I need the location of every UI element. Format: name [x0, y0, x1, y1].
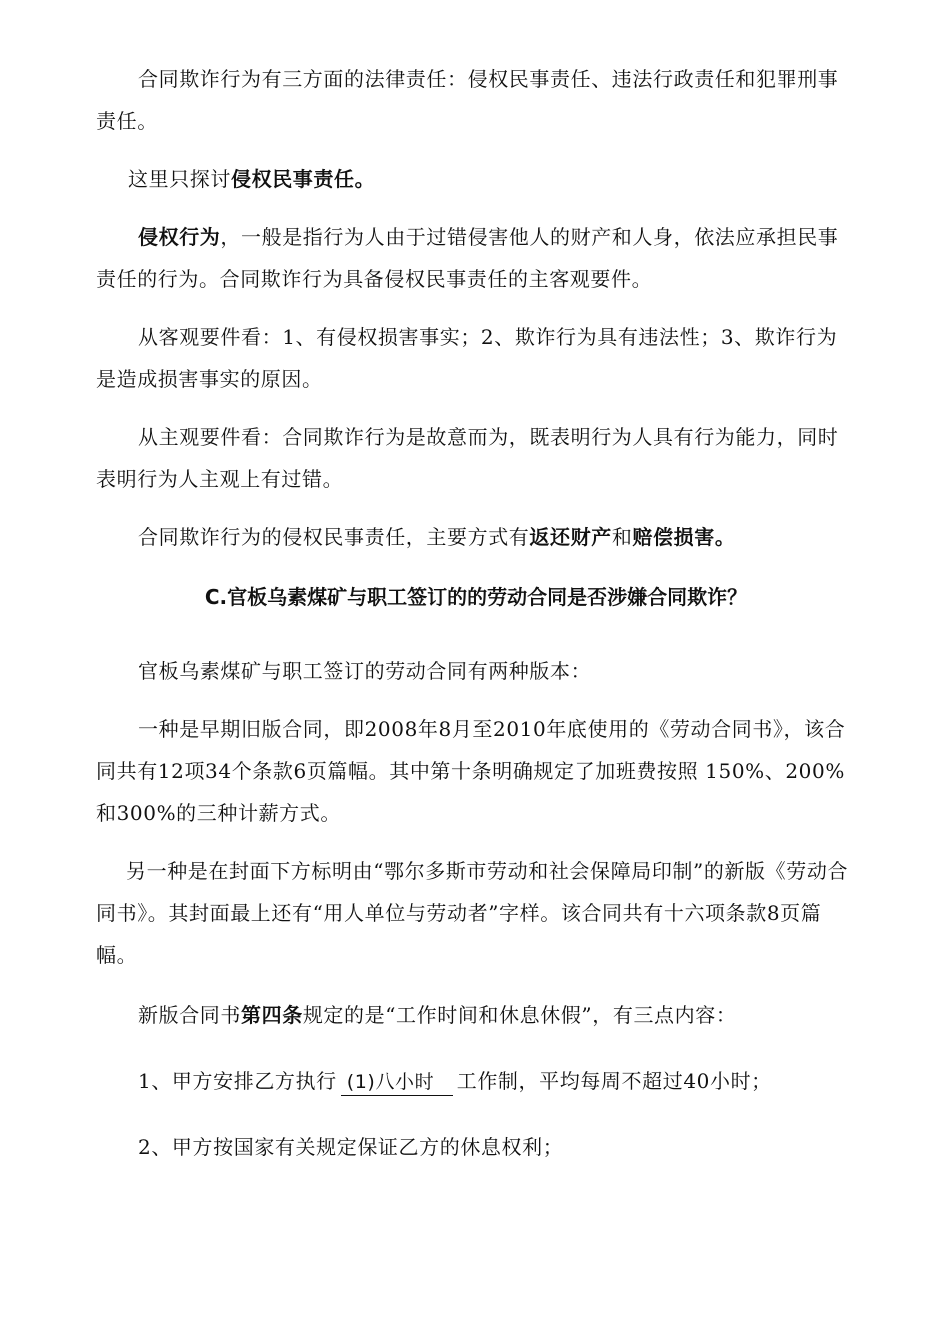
section-heading-c: C.官板乌素煤矿与职工签订的的劳动合同是否涉嫌合同欺诈？	[204, 585, 748, 609]
paragraph-legal-liability: 合同欺诈行为有三方面的法律责任：侵权民事责任、违法行政责任和犯罪刑事责任。	[96, 67, 839, 133]
paragraph-objective-elements: 从客观要件看：1、有侵权损害事实；2、欺诈行为具有违法性；3、欺诈行为是造成损害事实的原因。	[96, 325, 838, 391]
work-hours-fill-field: (1)八小时	[341, 1069, 453, 1096]
paragraph-two-versions: 官板乌素煤矿与职工签订的劳动合同有两种版本：	[138, 659, 592, 683]
paragraph-old-contract: 一种是早期旧版合同，即2008年8月至2010年底使用的《劳动合同书》，该合同共有12项34个条款6页篇幅。其中第十条明确规定了加班费按照 150%、200%和300%的三种计薪方式。	[96, 717, 846, 825]
paragraph-item-two: 2、甲方按国家有关规定保证乙方的休息权利；	[138, 1135, 564, 1159]
paragraph-article-four: 新版合同书第四条规定的是“工作时间和休息休假”，有三点内容：	[138, 1003, 737, 1027]
paragraph-tort-definition: 侵权行为，一般是指行为人由于过错侵害他人的财产和人身，依法应承担民事责任的行为。合同欺诈行为具备侵权民事责任的主客观要件。	[96, 225, 839, 291]
paragraph-scope: 这里只探讨侵权民事责任。	[128, 167, 376, 191]
paragraph-subjective-elements: 从主观要件看：合同欺诈行为是故意而为，既表明行为人具有行为能力，同时表明行为人主观上有过错。	[96, 425, 839, 491]
paragraph-item-one: 1、甲方安排乙方执行 (1)八小时 工作制，平均每周不超过40小时；	[96, 1060, 856, 1102]
paragraph-liability-methods: 合同欺诈行为的侵权民事责任，主要方式有返还财产和赔偿损害。	[138, 525, 736, 549]
paragraph-new-contract: 另一种是在封面下方标明由“鄂尔多斯市劳动和社会保障局印制”的新版《劳动合同书》。其封面最上还有“用人单位与劳动者”字样。该合同共有十六项条款8页篇幅。	[96, 859, 849, 967]
